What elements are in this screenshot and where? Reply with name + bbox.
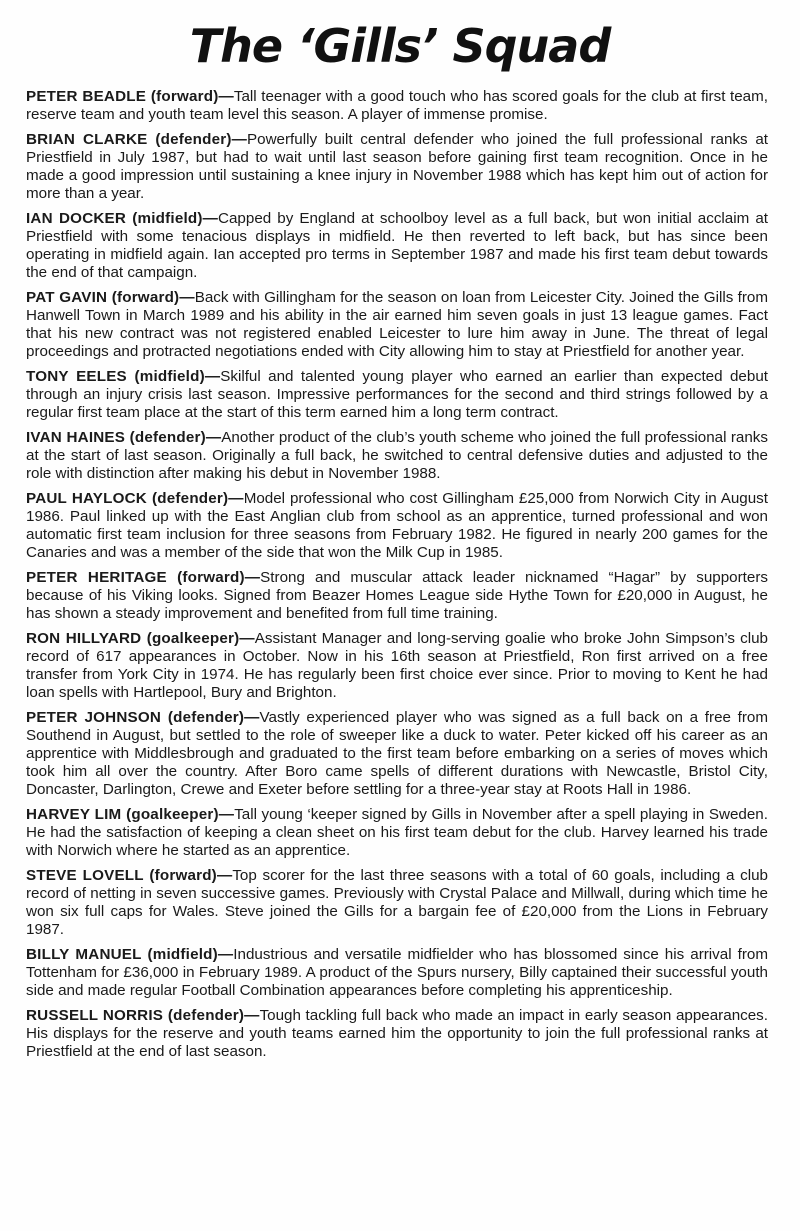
player-heading: RON HILLYARD (goalkeeper)— [26,630,255,647]
player-description: Assistant Manager and long-serving goalie who broke John Simpson’s club record of 617 appearances in October. Now in his 16th season at Priestfield, Ron first arrived on a free transfer from York City in 1974. He has regularly been first choice ever since. Prior to moving to Kent he had loan spells with Hartlepool, Bury and Brighton. [26,630,768,701]
player-heading: TONY EELES (midfield)— [26,368,221,385]
player-entry [26,630,768,702]
player-description: Strong and muscular attack leader nicknamed “Hagar” by supporters because of his Viking looks. Signed from Beazer Homes League side Hythe Town for £20,000 in August, he has shown a steady improvement and benefited from full time training. [26,569,768,622]
player-entry [26,88,768,124]
player-heading: PETER JOHNSON (defender)— [26,709,260,726]
player-entry [26,289,768,361]
page-title: The ‘Gills’ Squad [189,19,611,73]
player-entry [26,490,768,562]
player-entry [26,569,768,623]
player-description: Industrious and versatile midfielder who has blossomed since his arrival from Tottenham for £36,000 in February 1989. A product of the Spurs nursery, Billy captained their successful youth side and made regular Football Combination appearances before completing his apprenticeship. [26,946,768,999]
player-entry [26,867,768,939]
player-heading: RUSSELL NORRIS (defender)— [26,1007,260,1024]
player-heading: PETER HERITAGE (forward)— [26,569,261,586]
player-heading: BRIAN CLARKE (defender)— [26,131,247,148]
player-heading: IAN DOCKER (midfield)— [26,210,219,227]
player-heading: STEVE LOVELL (forward)— [26,867,233,884]
player-entry [26,429,768,483]
player-description: Tall young ‘keeper signed by Gills in November after a spell playing in Sweden. He had the satisfaction of keeping a clean sheet on his first team debut for the club. Harvey learned his trade with Norwich where he started as an apprentice. [26,806,768,859]
player-heading: HARVEY LIM (goalkeeper)— [26,806,235,823]
player-description: Skilful and talented young player who earned an earlier than expected debut through an injury crisis last season. Impressive performances for the second and third strings followed by a regular first team place at the start of this term earned him a long term contract. [26,368,768,421]
player-description: Powerfully built central defender who joined the full professional ranks at Priestfield in July 1987, but had to wait until last season before gaining first team recognition. Once in he made a good impression until sustaining a knee injury in November 1988 which has kept him out of action for more than a year. [26,131,768,202]
player-entry [26,806,768,860]
player-entry [26,946,768,1000]
player-description: Tall teenager with a good touch who has scored goals for the club at first team, reserve team and youth team level this season. A player of immense promise. [26,88,768,123]
player-heading: IVAN HAINES (defender)— [26,429,222,446]
player-heading: PAUL HAYLOCK (defender)— [26,490,244,507]
player-heading: BILLY MANUEL (midfield)— [26,946,234,963]
player-description: Top scorer for the last three seasons with a total of 60 goals, including a club record of netting in seven successive games. Previously with Crystal Palace and Millwall, during which time he won six full caps for Wales. Steve joined the Gills for a bargain fee of £20,000 from the Lions in February 1987. [26,867,768,938]
player-entry [26,709,768,799]
player-description: Back with Gillingham for the season on loan from Leicester City. Joined the Gills from Hanwell Town in March 1989 and his ability in the air earned him seven goals in just 13 league games. Fact that his new contract was not registered enabled Leicester to lure him away in June. The threat of legal proceedings and protracted negotiations ended with City allowing him to stay at Priestfield for another year. [26,289,769,360]
player-list [26,88,768,1068]
player-heading: PETER BEADLE (forward)— [26,88,234,105]
player-description: Vastly experienced player who was signed as a full back on a free from Southend in August, but settled to the role of sweeper like a duck to water. Peter kicked off his career as an apprentice with Middlesbrough and graduated to the first team before embarking on a series of moves which took him all over the country. After Boro came spells of different durations with Newcastle, Bristol City, Doncaster, Darlington, Crewe and Exeter before settling for a three-year stay at Roots Hall in 1986. [26,709,768,798]
player-description: Model professional who cost Gillingham £25,000 from Norwich City in August 1986. Paul linked up with the East Anglian club from school as an apprentice, turned professional and won automatic first team inclusion for three seasons from February 1982. He figured in nearly 200 games for the Canaries and was a member of the side that won the Milk Cup in 1985. [26,490,768,561]
player-description: Tough tackling full back who made an impact in early season appearances. His displays for the reserve and youth teams earned him the opportunity to join the full professional ranks at Priestfield at the end of last season. [26,1007,768,1060]
player-entry [26,1007,768,1061]
player-entry [26,210,768,282]
player-entry [26,131,768,203]
player-description: Capped by England at schoolboy level as a full back, but won initial acclaim at Priestfield with some tenacious displays in midfield. He then reverted to left back, but has since been operating in midfield again. Ian accepted pro terms in September 1987 and made his first team debut towards the end of that campaign. [26,210,768,281]
player-description: Another product of the club’s youth scheme who joined the full professional ranks at the start of last season. Originally a full back, he switched to central defensive duties and adjusted to the role with distinction after making his debut in November 1988. [26,429,768,482]
player-entry [26,368,768,422]
player-heading: PAT GAVIN (forward)— [26,289,195,306]
